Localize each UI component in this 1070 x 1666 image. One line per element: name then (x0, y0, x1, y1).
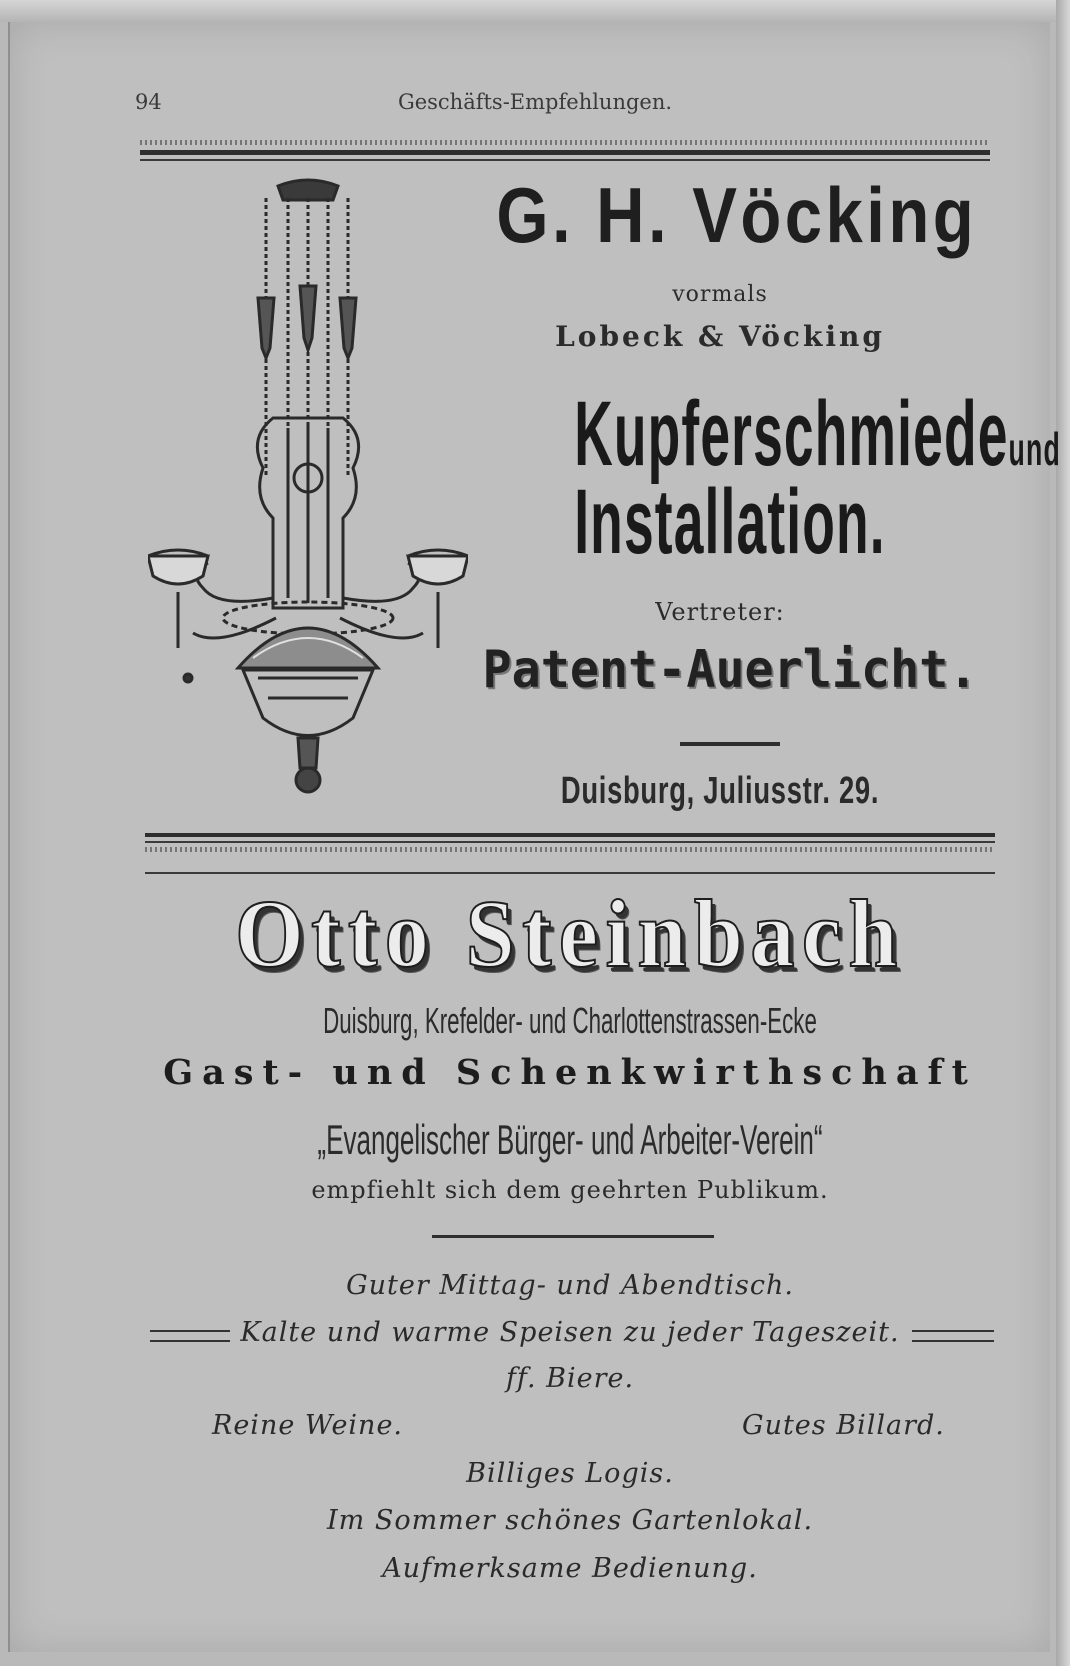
top-thick-rule (140, 150, 990, 155)
chandelier-illustration (148, 178, 468, 818)
scan-right-edge (1056, 0, 1070, 1666)
running-head: Geschäfts-Empfehlungen. (397, 90, 673, 114)
offering-weine: Reine Weine. (212, 1410, 404, 1441)
trade-title-line2: Installation. (574, 471, 886, 573)
steinbach-top-rule (145, 872, 995, 874)
offering-billard: Gutes Billard. (742, 1410, 945, 1441)
trade-und: und (1008, 423, 1061, 475)
offering-bedienung: Aufmerksame Bedienung. (382, 1553, 758, 1584)
product-patent-auerlicht: Patent-Auerlicht. (482, 640, 978, 700)
business-type: Gast- und Schenkwirthschaft (163, 1052, 977, 1093)
offering-mittagstisch: Guter Mittag- und Abendtisch. (346, 1270, 794, 1301)
offering-gartenlokal: Im Sommer schönes Gartenlokal. (326, 1505, 814, 1536)
scan-top-edge (0, 0, 1070, 22)
offering-logis: Billiges Logis. (466, 1458, 674, 1489)
middle-thin-rule (145, 841, 995, 843)
top-thin-rule (140, 159, 990, 161)
page-number: 94 (135, 90, 162, 114)
firm-name-steinbach: Otto Steinbach (235, 880, 905, 987)
firm-name-voecking: G. H. Vöcking (496, 171, 978, 259)
recommend-line: empfiehlt sich dem geehrten Publikum. (311, 1176, 829, 1204)
offering-biere: ff. Biere. (505, 1363, 635, 1394)
offering-speisen: Kalte und warme Speisen zu jeder Tageszeit. (240, 1317, 900, 1348)
steinbach-address: Duisburg, Krefelder- und Charlottenstrassen-Ecke (323, 1000, 817, 1041)
double-rule-right (912, 1330, 994, 1342)
vormals-label: vormals (672, 282, 768, 307)
ornamental-band-top (140, 140, 990, 145)
ornamental-band-middle (145, 847, 995, 852)
voecking-address: Duisburg, Juliusstr. 29. (560, 770, 880, 812)
association-name: „Evangelischer Bürger- und Arbeiter-Verein“ (317, 1116, 823, 1163)
middle-thick-rule (145, 833, 995, 837)
short-divider-rule (680, 742, 780, 746)
steinbach-divider-rule (432, 1235, 714, 1238)
predecessor-firm: Lobeck & Vöcking (555, 320, 885, 353)
vertreter-label: Vertreter: (655, 598, 785, 626)
trade-kupferschmiede: Kupferschmiede (574, 383, 1009, 485)
